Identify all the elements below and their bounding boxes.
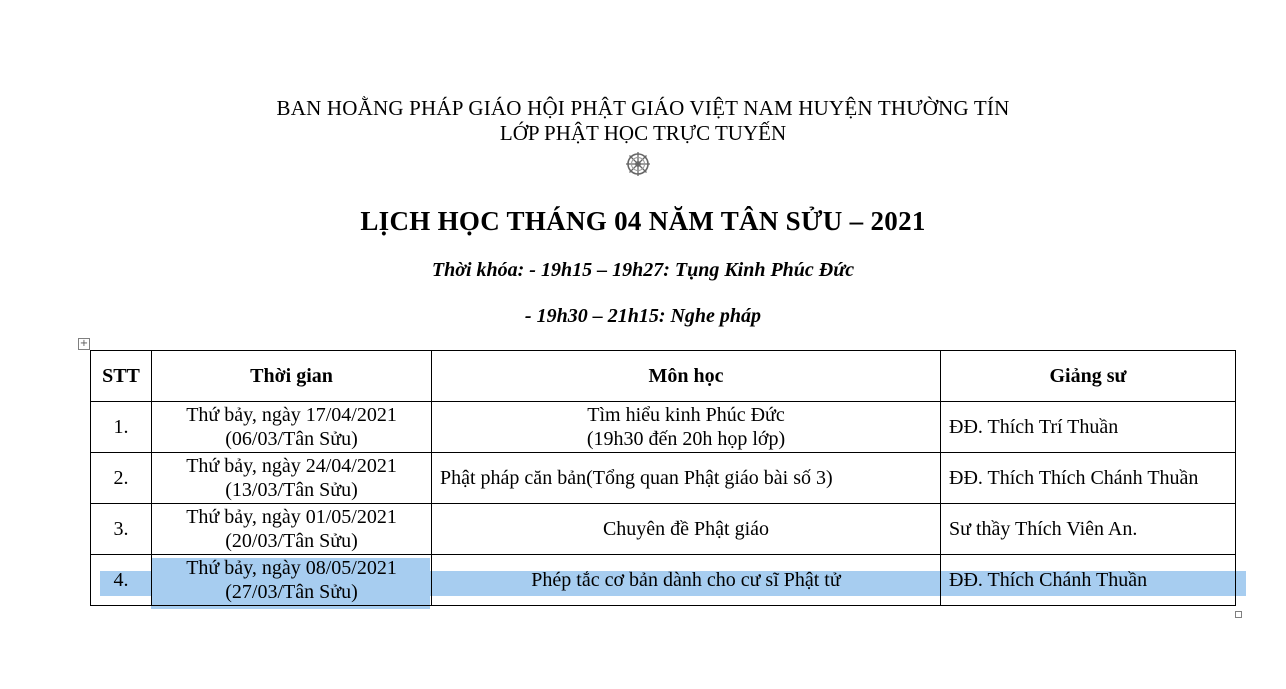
table-row-selected[interactable] — [91, 555, 1236, 606]
lunar-date-text: (27/03/Tân Sửu) — [225, 581, 358, 603]
lunar-date-text: (20/03/Tân Sửu) — [225, 530, 358, 552]
header-teacher: Giảng sư — [941, 351, 1236, 402]
schedule-note-line1: Thời khóa: - 19h15 – 19h27: Tụng Kinh Phúc Đức — [431, 259, 855, 281]
page-title: LỊCH HỌC THÁNG 04 NĂM TÂN SỬU – 2021 — [360, 206, 926, 236]
organization-heading: BAN HOẰNG PHÁP GIÁO HỘI PHẬT GIÁO VIỆT NAM HUYỆN THƯỜNG TÍN — [276, 96, 1010, 120]
header-subject: Môn học — [432, 351, 941, 402]
cell-stt[interactable]: 2. — [91, 453, 152, 504]
date-text: Thứ bảy, ngày 01/05/2021 — [186, 506, 397, 528]
cell-stt[interactable]: 4. — [91, 555, 152, 606]
cell-subject[interactable]: Phép tắc cơ bản dành cho cư sĩ Phật tử — [432, 555, 941, 606]
cell-time[interactable] — [152, 504, 432, 555]
lunar-date-text: (06/03/Tân Sửu) — [225, 428, 358, 450]
schedule-table — [90, 350, 1236, 606]
cell-teacher[interactable]: ĐĐ. Thích Trí Thuần — [941, 402, 1236, 453]
header-stt: STT — [91, 351, 152, 402]
table-row[interactable] — [91, 453, 1236, 504]
class-name-heading: LỚP PHẬT HỌC TRỰC TUYẾN — [499, 121, 787, 145]
cell-teacher[interactable]: ĐĐ. Thích Thích Chánh Thuần — [941, 453, 1236, 504]
cell-stt[interactable]: 3. — [91, 504, 152, 555]
table-resize-handle-icon[interactable] — [1235, 611, 1242, 618]
lunar-date-text: (13/03/Tân Sửu) — [225, 479, 358, 501]
dharma-wheel-icon — [625, 151, 651, 177]
cell-subject[interactable] — [432, 402, 941, 453]
date-text: Thứ bảy, ngày 24/04/2021 — [186, 455, 397, 477]
cell-teacher[interactable]: ĐĐ. Thích Chánh Thuần — [941, 555, 1236, 606]
table-row[interactable] — [91, 504, 1236, 555]
date-text: Thứ bảy, ngày 17/04/2021 — [186, 404, 397, 426]
date-text: Thứ bảy, ngày 08/05/2021 — [186, 557, 397, 579]
table-row[interactable] — [91, 402, 1236, 453]
cell-stt[interactable]: 1. — [91, 402, 152, 453]
cell-time[interactable] — [152, 453, 432, 504]
header-time: Thời gian — [152, 351, 432, 402]
subject-text: Tìm hiểu kinh Phúc Đức — [587, 404, 785, 426]
cell-time[interactable] — [152, 402, 432, 453]
cell-subject[interactable]: Phật pháp căn bản(Tổng quan Phật giáo bài số 3) — [432, 453, 941, 504]
table-move-handle-icon[interactable]: + — [79, 338, 89, 349]
table-header-row — [91, 351, 1236, 402]
subject-note-text: (19h30 đến 20h họp lớp) — [586, 428, 786, 450]
cell-subject[interactable]: Chuyên đề Phật giáo — [432, 504, 941, 555]
cell-time[interactable] — [152, 555, 432, 606]
cell-teacher[interactable]: Sư thầy Thích Viên An. — [941, 504, 1236, 555]
schedule-note-line2: - 19h30 – 21h15: Nghe pháp — [524, 305, 762, 327]
